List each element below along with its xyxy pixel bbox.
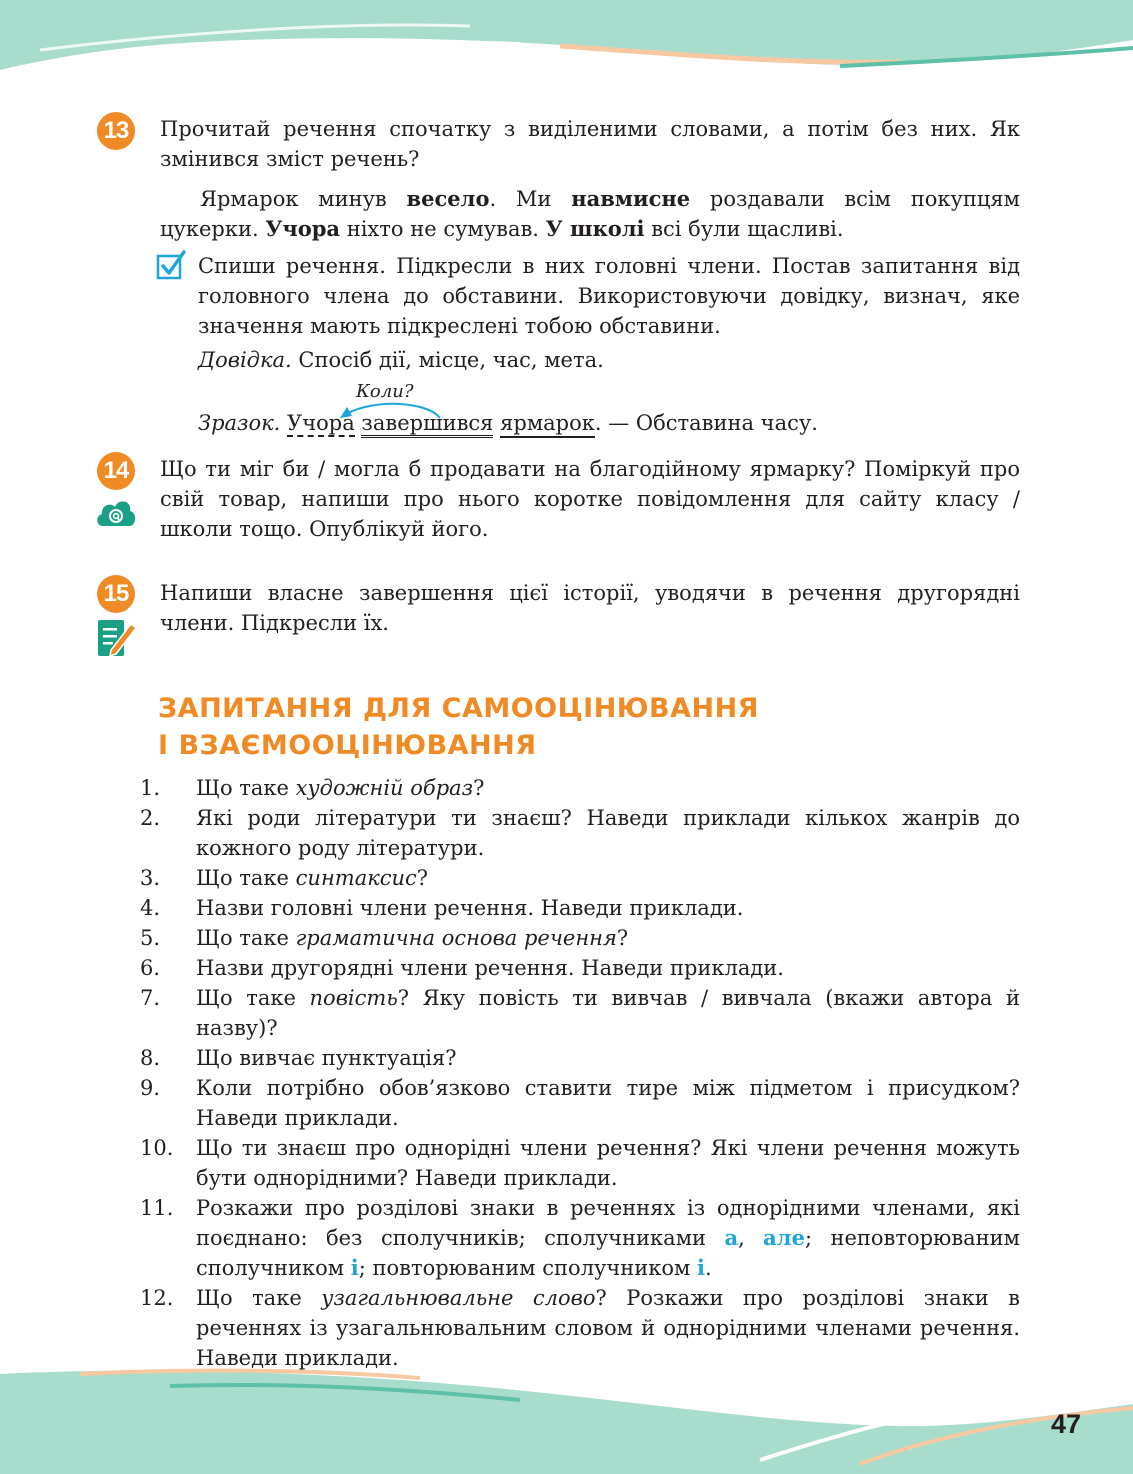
exercise-13-task: Спиши речення. Підкресли в них головні члени. Постав запитання від головного члена до обставини. Використовуючи довідку, визнач, яке значення мають підкреслені тобою обставини.	[198, 254, 1020, 338]
exercise-13-sentences: Ярмарок минув весело. Ми навмисне роздавали всім покупцям цукерки. Учора ніхто не сумував. У школі всі були щасливі.	[160, 186, 1020, 241]
exercise-13-reference: Довідка. Спосіб дії, місце, час, мета.	[198, 348, 604, 372]
sample-adverbial: Учора	[287, 411, 355, 435]
list-item: 7. Що таке повість? Яку повість ти вивчав / вивчала (вкажи автора й назву)?	[140, 986, 1020, 1040]
exercise-15-text: Напиши власне завершення цієї історії, уводячи в речення другорядні члени. Підкресли їх.	[160, 581, 1020, 635]
list-item: 4. Назви головні члени речення. Наведи приклади.	[140, 896, 744, 920]
list-item: 5. Що таке граматична основа речення?	[140, 926, 629, 950]
list-item: 6. Назви другорядні члени речення. Наведи приклади.	[140, 956, 784, 980]
exercise-number-15: 15	[97, 575, 135, 613]
sample-predicate: завершився	[361, 411, 493, 438]
list-item: 10. Що ти знаєш про однорідні члени речення? Які члени речення можуть бути однорідними? Наведи приклади.	[140, 1136, 1020, 1190]
list-item: 3. Що таке синтаксис?	[140, 866, 429, 890]
list-item: 8. Що вивчає пунктуація?	[140, 1046, 457, 1070]
list-item: 1. Що таке художній образ?	[140, 776, 485, 800]
notepad-pencil-icon	[97, 616, 137, 658]
checkbox-icon	[156, 250, 186, 280]
questions-list	[140, 773, 1020, 1373]
top-wave-decoration	[0, 0, 1133, 80]
bottom-wave-decoration	[0, 1364, 1133, 1474]
sample-subject: ярмарок	[500, 411, 595, 438]
list-item: 2. Які роди літератури ти знаєш? Наведи приклади кількох жанрів до кожного роду літератури.	[140, 806, 1020, 860]
list-item: 12. Що таке узагальнювальне слово? Розкажи про розділові знаки в реченнях із узагальнювальним словом й однорідними членами речення. Наведи приклади.	[140, 1286, 1020, 1370]
exercise-number-13: 13	[97, 112, 135, 150]
self-assessment-heading: ЗАПИТАННЯ ДЛЯ САМООЦІНЮВАННЯ І ВЗАЄМООЦІНЮВАННЯ	[158, 693, 759, 761]
sample-question: Коли?	[356, 381, 414, 402]
list-item: 9. Коли потрібно обов’язково ставити тире між підметом і присудком? Наведи приклади.	[140, 1076, 1020, 1130]
exercise-13-intro: Прочитай речення спочатку з виділеними словами, а потім без них. Як змінився зміст речень?	[160, 117, 1020, 171]
exercise-number-14: 14	[97, 452, 135, 490]
exercise-13-sample: Зразок. Учора завершився ярмарок. — Обставина часу.	[198, 408, 818, 438]
cloud-at-icon	[95, 494, 137, 528]
page-number: 47	[1050, 1409, 1081, 1439]
list-item: 11. Розкажи про розділові знаки в реченнях із однорідними членами, які поєднано: без сполучників; сполучниками а, але; неповторюваним сполучником і; повторюваним сполучником і.	[140, 1196, 1020, 1280]
exercise-14-text: Що ти міг би / могла б продавати на благодійному ярмарку? Поміркуй про свій товар, напиши про нього коротке повідомлення для сайту класу / школи тощо. Опублікуй його.	[160, 457, 1020, 541]
